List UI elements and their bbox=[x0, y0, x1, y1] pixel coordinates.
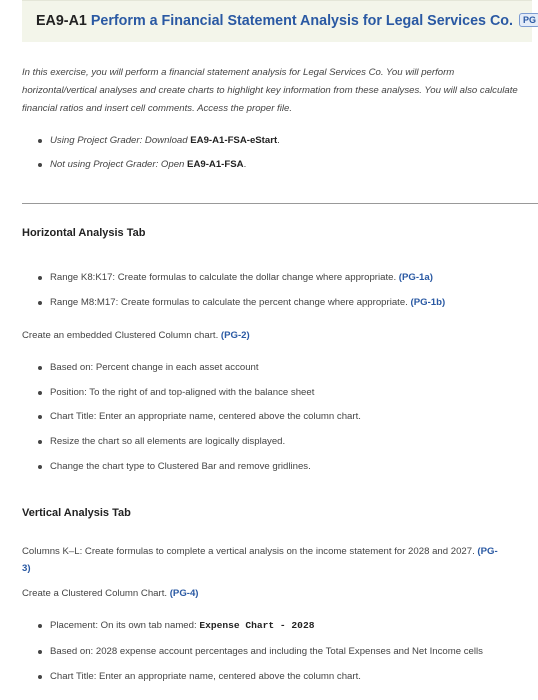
pg-tag: (PG-4) bbox=[169, 588, 199, 599]
pg-tag: (PG-1b) bbox=[410, 297, 446, 308]
file-name: EA9-A1-FSA-eStart bbox=[190, 135, 278, 146]
exercise-title: Perform a Financial Statement Analysis for Legal Services Co. bbox=[90, 13, 514, 29]
placement-item: Placement: On its own tab named: Expense Chart - 2028 bbox=[50, 620, 315, 631]
chart-item: Based on: Percent change in each asset account bbox=[50, 362, 259, 373]
task-item: Range K8:K17: Create formulas to calculate the dollar change where appropriate. (PG-1a) bbox=[50, 272, 433, 283]
chart-item: Based on: 2028 expense account percentages and including the Total Expenses and Net Income cells bbox=[50, 646, 483, 657]
vertical-paragraph: Columns K–L: Create formulas to complete a vertical analysis on the income statement for 2028 and 2027. (PG- 3) bbox=[22, 546, 498, 574]
file-name: EA9-A1-FSA bbox=[187, 159, 244, 170]
exercise-code: EA9-A1 bbox=[36, 13, 87, 29]
tab-name: Expense Chart - 2028 bbox=[199, 620, 315, 631]
chart-item: Position: To the right of and top-aligned with the balance sheet bbox=[50, 387, 315, 398]
chart-item: Chart Title: Enter an appropriate name, centered above the column chart. bbox=[50, 411, 361, 422]
chart-item: Chart Title: Enter an appropriate name, centered above the column chart. bbox=[50, 671, 361, 682]
chart-item: Change the chart type to Clustered Bar and remove gridlines. bbox=[50, 461, 311, 472]
file-item-no-grader: Not using Project Grader: Open EA9-A1-FSA. bbox=[50, 159, 247, 170]
file-item-label: Using Project Grader: Download bbox=[50, 135, 191, 146]
intro-paragraph: In this exercise, you will perform a financial statement analysis for Legal Services Co. You will perform horizontal/vertical analyses and create charts to highlight key information from these analyses. You will also calculate financial ratios and insert cell comments. Access the proper file. bbox=[22, 67, 518, 114]
project-grader-badge: PG bbox=[519, 13, 538, 27]
chart-item: Resize the chart so all elements are logically displayed. bbox=[50, 436, 286, 447]
section-divider bbox=[22, 203, 538, 204]
pg-tag: (PG- bbox=[477, 546, 498, 557]
file-item-label: Not using Project Grader: Open bbox=[50, 159, 188, 170]
horizontal-heading: Horizontal Analysis Tab bbox=[22, 227, 146, 239]
vertical-heading: Vertical Analysis Tab bbox=[22, 507, 131, 519]
pg-tag: (PG-2) bbox=[220, 330, 250, 341]
file-item-grader: Using Project Grader: Download EA9-A1-FSA-eStart. bbox=[50, 135, 280, 146]
vertical-chart-intro: Create a Clustered Column Chart. (PG-4) bbox=[22, 588, 199, 599]
pg-tag: (PG-1a) bbox=[398, 272, 433, 283]
task-item: Range M8:M17: Create formulas to calculate the percent change where appropriate. (PG-1b) bbox=[50, 297, 446, 308]
exercise-header bbox=[22, 0, 537, 42]
pg-tag-continued: 3) bbox=[22, 563, 31, 574]
horizontal-chart-intro: Create an embedded Clustered Column chart. (PG-2) bbox=[22, 330, 250, 341]
